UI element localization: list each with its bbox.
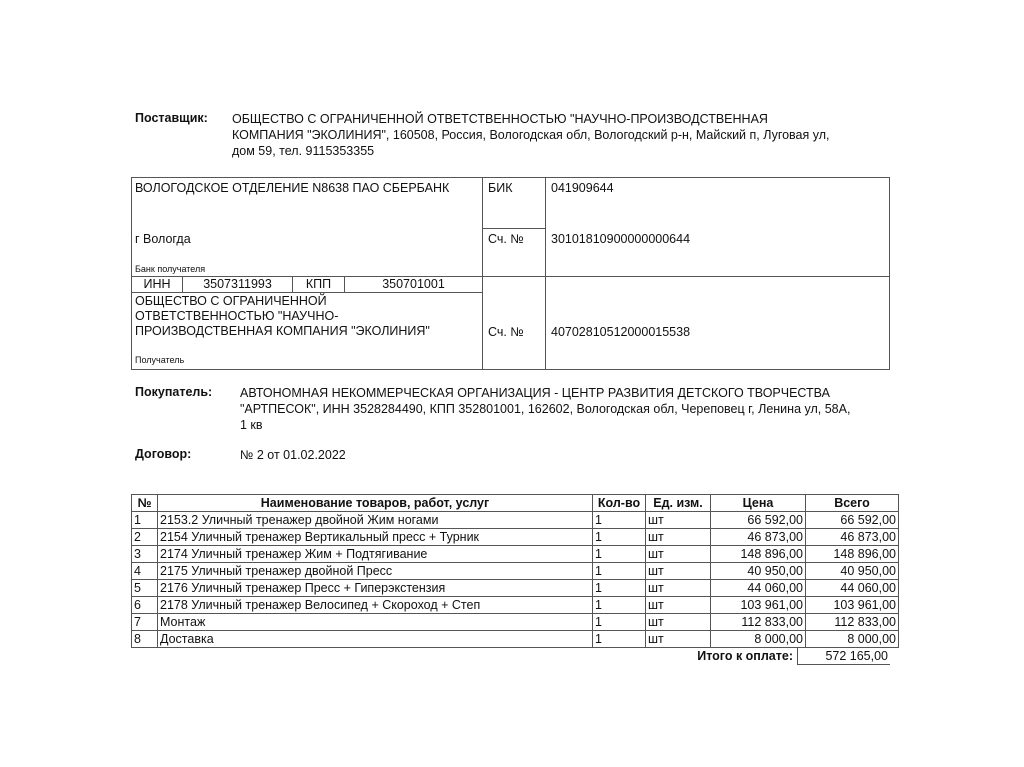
supplier-line: ОБЩЕСТВО С ОГРАНИЧЕННОЙ ОТВЕТСТВЕННОСТЬЮ "НАУЧНО-ПРОИЗВОДСТВЕННАЯ bbox=[232, 112, 768, 126]
contract-value: № 2 от 01.02.2022 bbox=[240, 448, 346, 462]
divider bbox=[482, 178, 483, 370]
header-unit: Ед. изм. bbox=[646, 495, 711, 512]
supplier-details bbox=[232, 111, 830, 159]
buyer-details bbox=[240, 385, 850, 433]
buyer-line: АВТОНОМНАЯ НЕКОММЕРЧЕСКАЯ ОРГАНИЗАЦИЯ - ЦЕНТР РАЗВИТИЯ ДЕТСКОГО ТВОРЧЕСТВА bbox=[240, 386, 830, 400]
cell-number: 4 bbox=[132, 563, 158, 580]
supplier-line: КОМПАНИЯ "ЭКОЛИНИЯ", 160508, Россия, Вологодская обл, Вологодский р-н, Майский п, Луговая ул, bbox=[232, 128, 830, 142]
supplier-label: Поставщик: bbox=[135, 111, 208, 125]
inn-value: 3507311993 bbox=[203, 277, 272, 291]
cell-price: 112 833,00 bbox=[711, 614, 806, 631]
total-label: Итого к оплате: bbox=[697, 649, 793, 663]
cell-total: 66 592,00 bbox=[806, 512, 899, 529]
cell-total: 112 833,00 bbox=[806, 614, 899, 631]
bik-label: БИК bbox=[488, 181, 513, 195]
divider bbox=[482, 276, 890, 277]
cell-price: 46 873,00 bbox=[711, 529, 806, 546]
recipient-caption: Получатель bbox=[135, 355, 185, 365]
cell-price: 8 000,00 bbox=[711, 631, 806, 648]
table-header-row bbox=[132, 495, 899, 512]
table-row bbox=[132, 597, 899, 614]
recipient-line: ПРОИЗВОДСТВЕННАЯ КОМПАНИЯ "ЭКОЛИНИЯ" bbox=[135, 324, 430, 338]
cell-total: 8 000,00 bbox=[806, 631, 899, 648]
cell-unit: шт bbox=[646, 529, 711, 546]
bank-caption: Банк получателя bbox=[135, 264, 206, 274]
cell-quantity: 1 bbox=[593, 529, 646, 546]
buyer-line: "АРТПЕСОК", ИНН 3528284490, КПП 352801001, 162602, Вологодская обл, Череповец г, Ленина ул, 58А, bbox=[240, 402, 851, 416]
cell-total: 103 961,00 bbox=[806, 597, 899, 614]
table-row bbox=[132, 580, 899, 597]
cell-unit: шт bbox=[646, 631, 711, 648]
cell-number: 7 bbox=[132, 614, 158, 631]
divider bbox=[132, 292, 483, 293]
table-row bbox=[132, 546, 899, 563]
table-row bbox=[132, 512, 899, 529]
cell-unit: шт bbox=[646, 512, 711, 529]
cell-name: Монтаж bbox=[158, 614, 593, 631]
divider bbox=[545, 178, 546, 370]
cell-quantity: 1 bbox=[593, 631, 646, 648]
cell-price: 66 592,00 bbox=[711, 512, 806, 529]
header-total: Всего bbox=[806, 495, 899, 512]
cell-name: 2154 Уличный тренажер Вертикальный пресс + Турник bbox=[158, 529, 593, 546]
cell-unit: шт bbox=[646, 597, 711, 614]
cell-number: 2 bbox=[132, 529, 158, 546]
cell-price: 103 961,00 bbox=[711, 597, 806, 614]
header-price: Цена bbox=[711, 495, 806, 512]
bik-value: 041909644 bbox=[551, 181, 614, 195]
cell-number: 6 bbox=[132, 597, 158, 614]
cell-total: 40 950,00 bbox=[806, 563, 899, 580]
supplier-line: дом 59, тел. 9115353355 bbox=[232, 144, 375, 158]
cell-number: 3 bbox=[132, 546, 158, 563]
recipient-line: ОБЩЕСТВО С ОГРАНИЧЕННОЙ bbox=[135, 294, 327, 308]
cell-price: 148 896,00 bbox=[711, 546, 806, 563]
cell-quantity: 1 bbox=[593, 580, 646, 597]
kpp-value: 350701001 bbox=[382, 277, 445, 291]
table-row bbox=[132, 614, 899, 631]
cell-quantity: 1 bbox=[593, 597, 646, 614]
cell-quantity: 1 bbox=[593, 614, 646, 631]
cell-name: 2178 Уличный тренажер Велосипед + Скороход + Степ bbox=[158, 597, 593, 614]
recipient-name bbox=[135, 294, 430, 339]
bank-details-table bbox=[131, 177, 890, 370]
cell-total: 44 060,00 bbox=[806, 580, 899, 597]
account-label: Сч. № bbox=[488, 325, 524, 339]
buyer-line: 1 кв bbox=[240, 418, 263, 432]
cell-price: 40 950,00 bbox=[711, 563, 806, 580]
cell-unit: шт bbox=[646, 563, 711, 580]
table-row bbox=[132, 631, 899, 648]
cell-number: 5 bbox=[132, 580, 158, 597]
cell-price: 44 060,00 bbox=[711, 580, 806, 597]
table-row bbox=[132, 563, 899, 580]
corr-account-value: 30101810900000000644 bbox=[551, 232, 691, 246]
account-value: 40702810512000015538 bbox=[551, 325, 691, 339]
bank-city: г Вологда bbox=[135, 232, 191, 246]
bank-name: ВОЛОГОДСКОЕ ОТДЕЛЕНИЕ N8638 ПАО СБЕРБАНК bbox=[135, 181, 450, 195]
cell-quantity: 1 bbox=[593, 512, 646, 529]
cell-name: 2176 Уличный тренажер Пресс + Гиперэкстензия bbox=[158, 580, 593, 597]
cell-total: 148 896,00 bbox=[806, 546, 899, 563]
header-name: Наименование товаров, работ, услуг bbox=[158, 495, 593, 512]
cell-name: 2153.2 Уличный тренажер двойной Жим ногами bbox=[158, 512, 593, 529]
cell-unit: шт bbox=[646, 580, 711, 597]
contract-label: Договор: bbox=[135, 447, 192, 461]
cell-total: 46 873,00 bbox=[806, 529, 899, 546]
divider bbox=[482, 228, 546, 229]
header-number: № bbox=[132, 495, 158, 512]
cell-number: 1 bbox=[132, 512, 158, 529]
cell-name: 2174 Уличный тренажер Жим + Подтягивание bbox=[158, 546, 593, 563]
recipient-line: ОТВЕТСТВЕННОСТЬЮ "НАУЧНО- bbox=[135, 309, 339, 323]
inn-label: ИНН bbox=[143, 277, 171, 291]
total-value: 572 165,00 bbox=[797, 648, 890, 665]
cell-name: 2175 Уличный тренажер двойной Пресс bbox=[158, 563, 593, 580]
kpp-label: КПП bbox=[305, 277, 332, 291]
cell-quantity: 1 bbox=[593, 563, 646, 580]
corr-account-label: Сч. № bbox=[488, 232, 524, 246]
cell-quantity: 1 bbox=[593, 546, 646, 563]
cell-unit: шт bbox=[646, 546, 711, 563]
cell-number: 8 bbox=[132, 631, 158, 648]
header-quantity: Кол-во bbox=[593, 495, 646, 512]
table-row bbox=[132, 529, 899, 546]
items-table bbox=[131, 494, 899, 648]
cell-name: Доставка bbox=[158, 631, 593, 648]
buyer-label: Покупатель: bbox=[135, 385, 213, 399]
cell-unit: шт bbox=[646, 614, 711, 631]
